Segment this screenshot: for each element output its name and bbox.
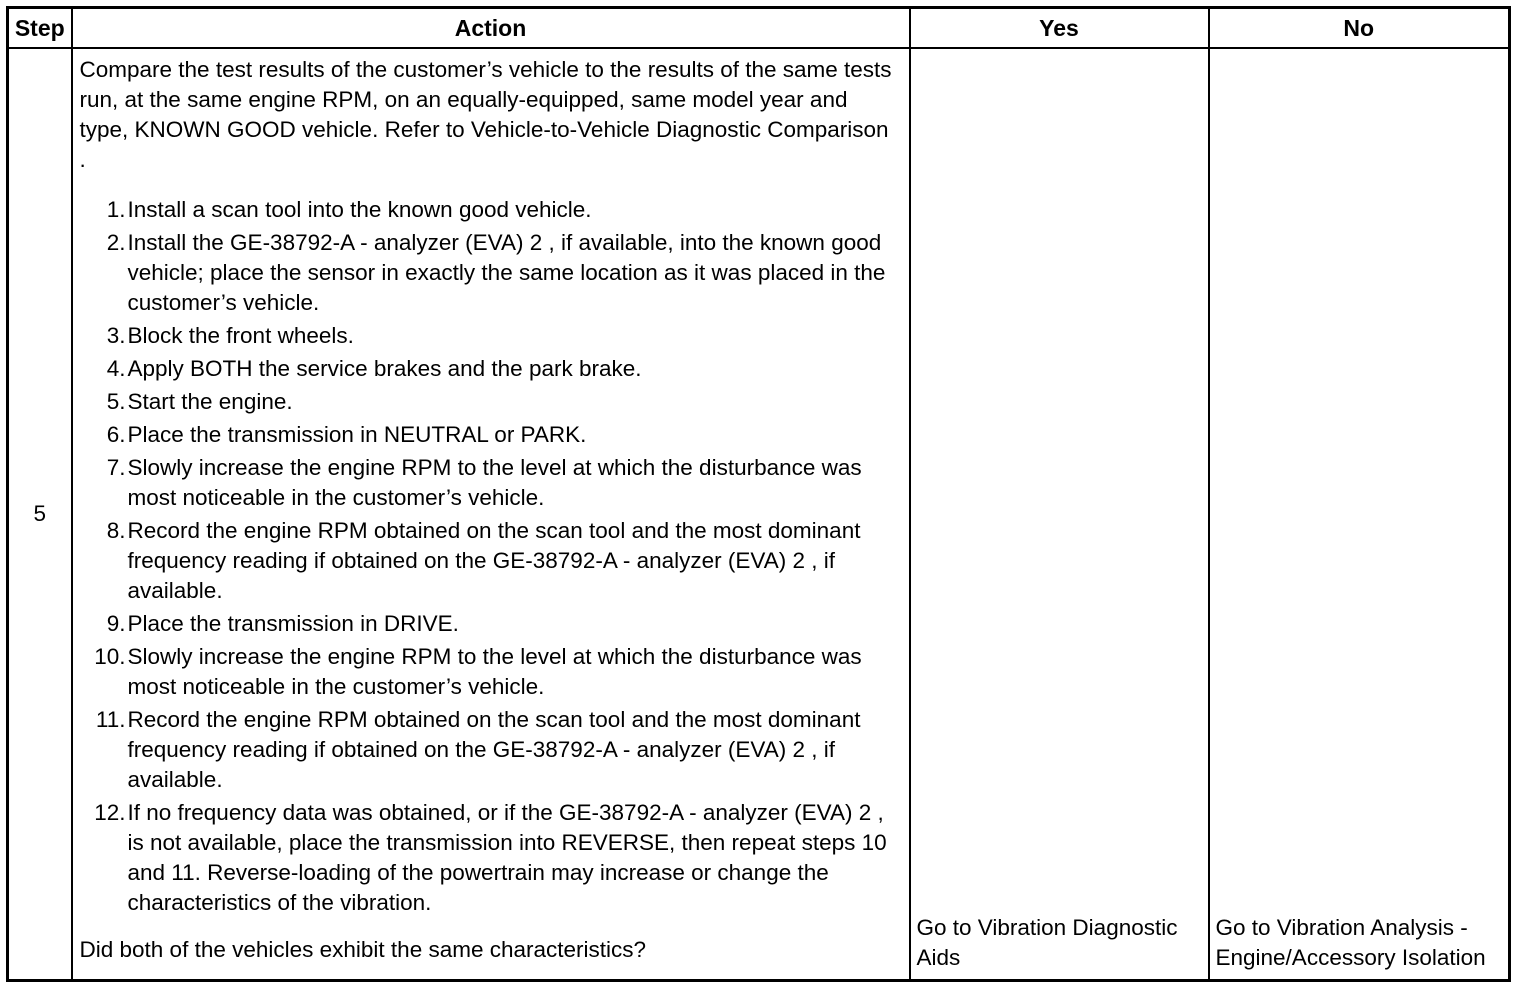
header-no: No	[1209, 8, 1510, 49]
diagnostic-table	[6, 6, 1511, 982]
step-number: 5	[8, 48, 72, 981]
header-action: Action	[72, 8, 910, 49]
action-cell	[72, 48, 910, 981]
list-item: 10. Slowly increase the engine RPM to the level at which the disturbance was most noticeable in the customer’s vehicle.	[94, 644, 862, 699]
list-item: 6. Place the transmission in NEUTRAL or PARK.	[106, 422, 587, 447]
header-step: Step	[8, 8, 72, 49]
action-intro: Compare the test results of the customer’s vehicle to the results of the same tests run, at the same engine RPM, on an equally-equipped, same model year and type, KNOWN GOOD vehicle. Refer to Vehicle-to-Vehicle Diagnostic Comparison .	[79, 57, 892, 172]
list-item: 5. Start the engine.	[106, 389, 293, 414]
no-result: Go to Vibration Analysis - Engine/Accessory Isolation	[1209, 48, 1510, 981]
yes-result: Go to Vibration Diagnostic Aids	[910, 48, 1209, 981]
list-item: 12. If no frequency data was obtained, or if the GE-38792-A - analyzer (EVA) 2 , is not available, place the transmission into REVERSE, then repeat steps 10 and 11. Reverse-loading of the powertrain may increase or change the characteristics of the vibration.	[94, 800, 887, 915]
list-item: 9. Place the transmission in DRIVE.	[106, 611, 459, 636]
header-yes: Yes	[910, 8, 1209, 49]
list-item: 11. Record the engine RPM obtained on the scan tool and the most dominant frequency reading if obtained on the GE-38792-A - analyzer (EVA) 2 , if available.	[95, 707, 861, 792]
list-item: 2. Install the GE-38792-A - analyzer (EVA) 2 , if available, into the known good vehicle; place the sensor in exactly the same location as it was placed in the customer’s vehicle.	[106, 230, 886, 315]
list-item: 3. Block the front wheels.	[106, 323, 354, 348]
action-steps-list	[80, 195, 901, 918]
table-row	[8, 48, 1510, 981]
list-item: 1. Install a scan tool into the known good vehicle.	[106, 197, 592, 222]
list-item: 8. Record the engine RPM obtained on the scan tool and the most dominant frequency reading if obtained on the GE-38792-A - analyzer (EVA) 2 , if available.	[106, 518, 861, 603]
action-question: Did both of the vehicles exhibit the same characteristics?	[79, 937, 647, 962]
list-item: 7. Slowly increase the engine RPM to the level at which the disturbance was most noticeable in the customer’s vehicle.	[106, 455, 862, 510]
header-row	[8, 8, 1510, 49]
list-item: 4. Apply BOTH the service brakes and the park brake.	[106, 356, 642, 381]
